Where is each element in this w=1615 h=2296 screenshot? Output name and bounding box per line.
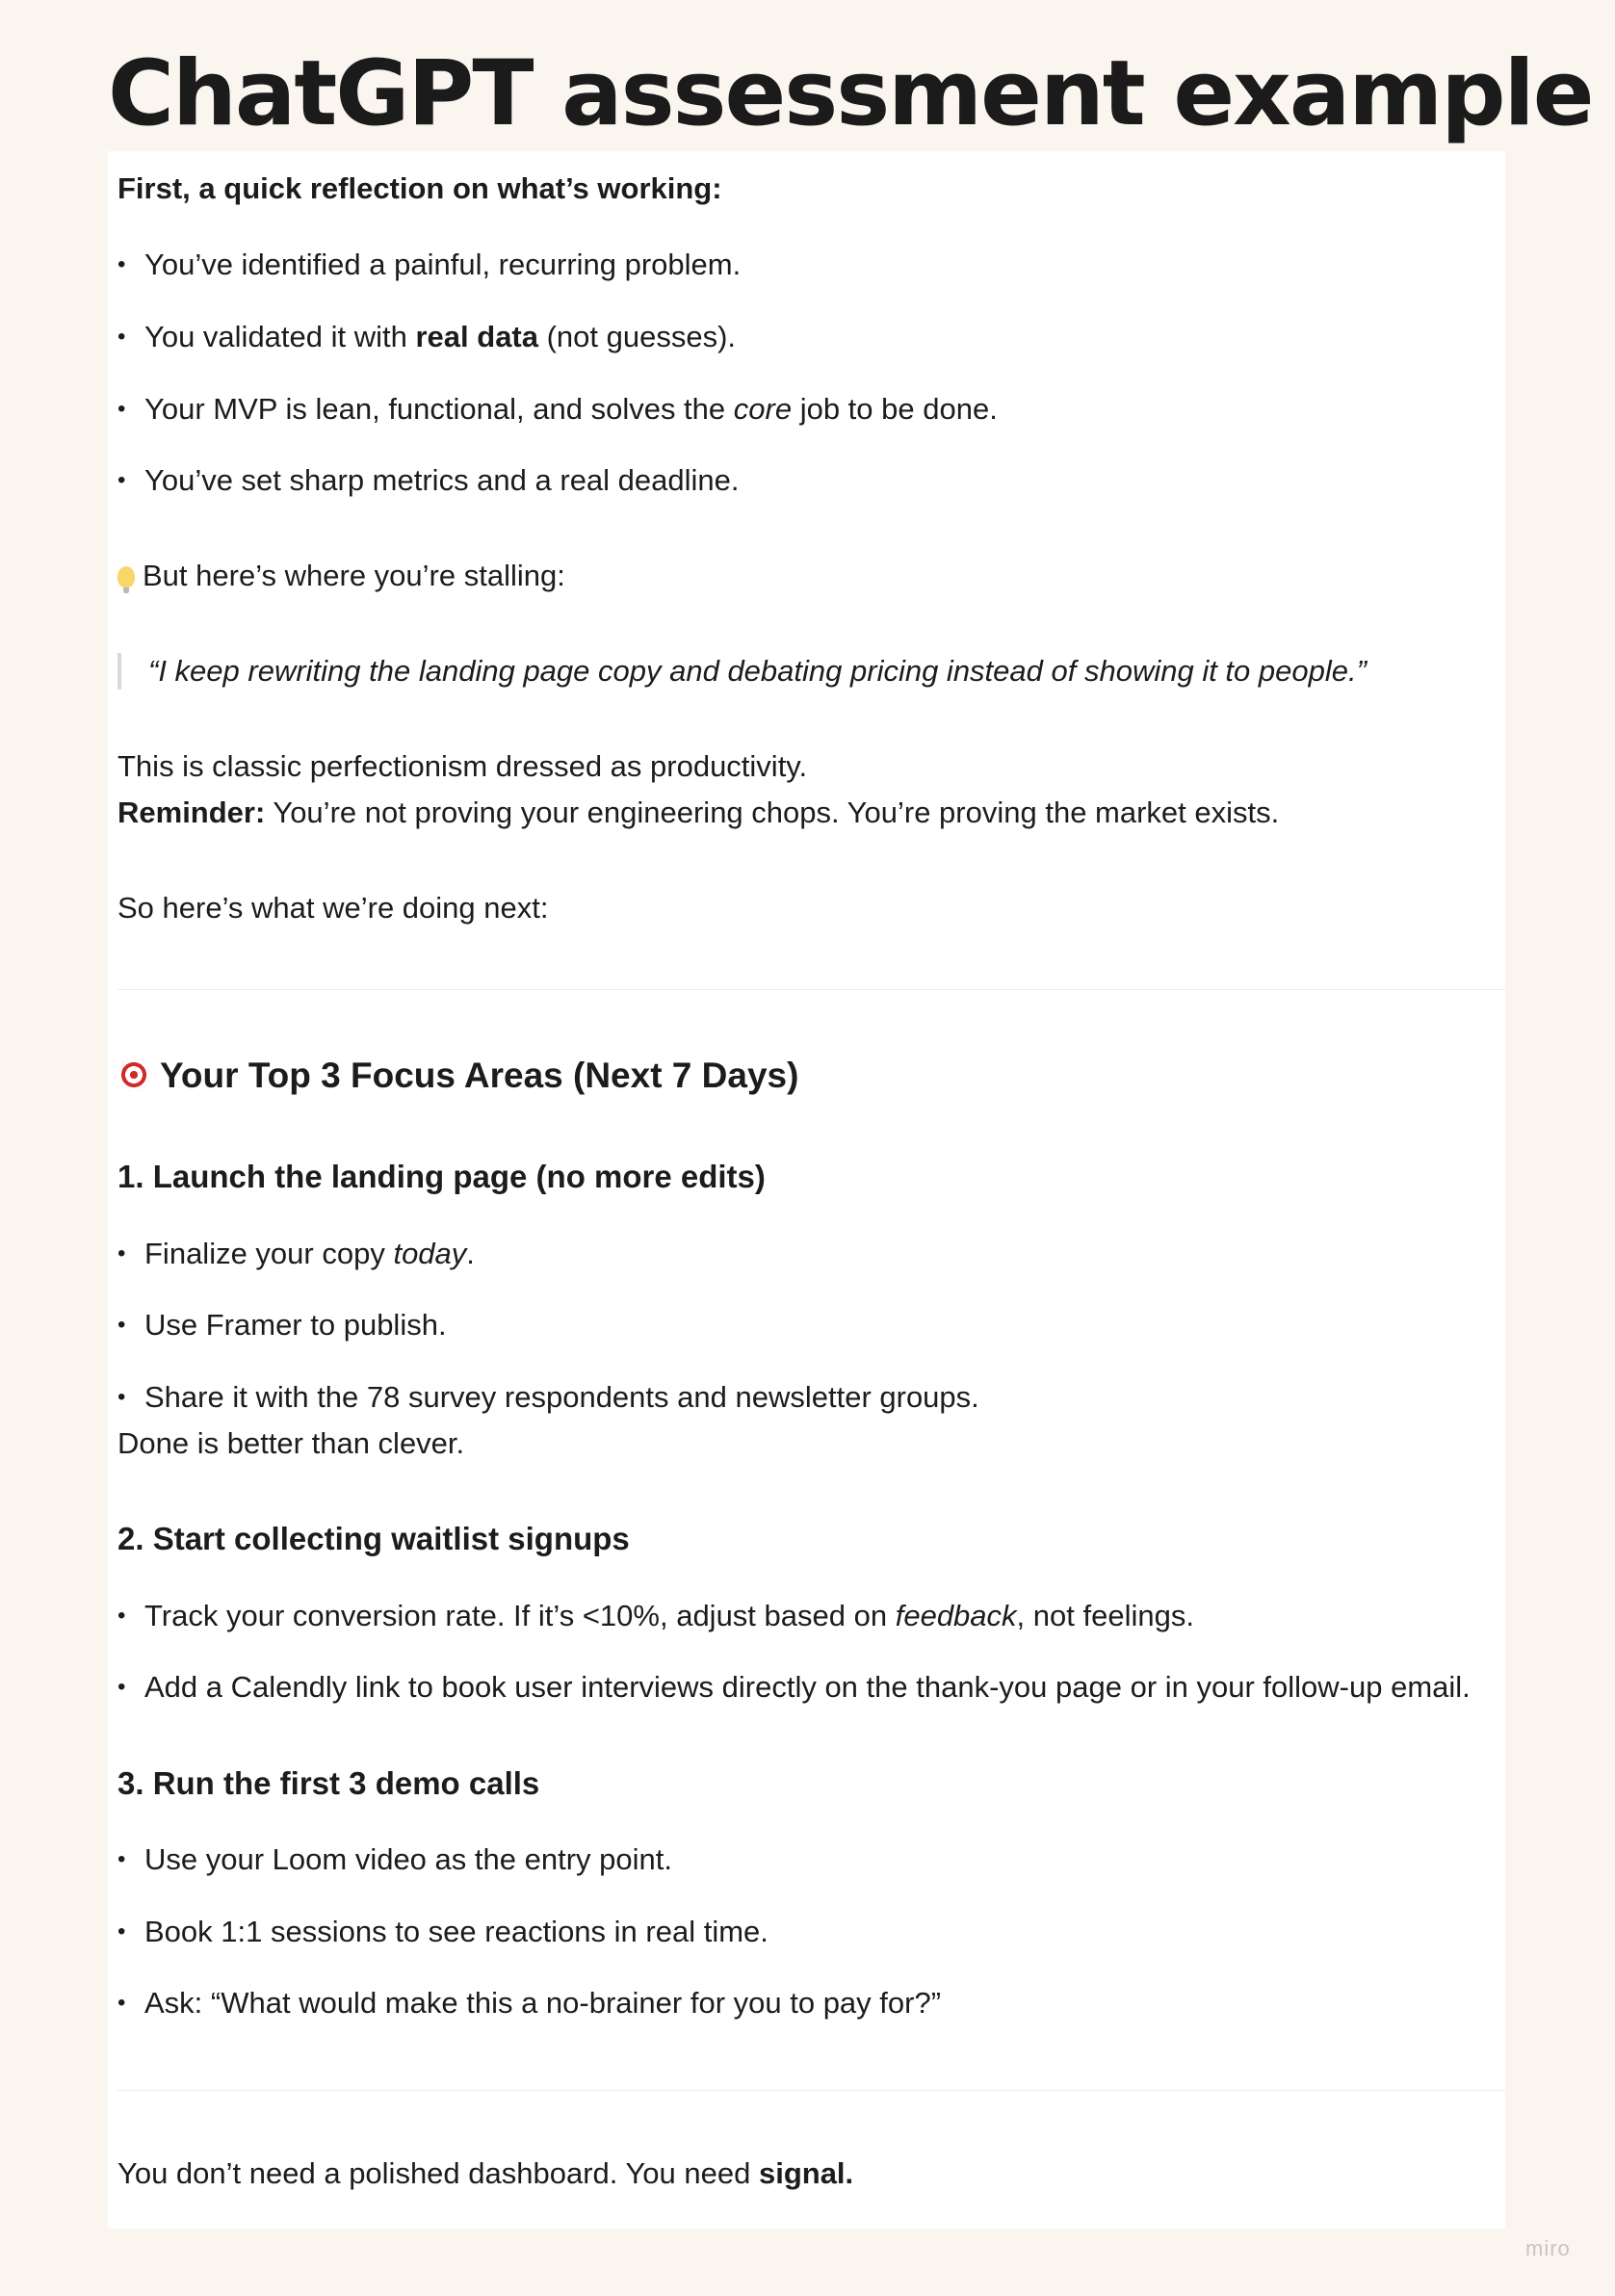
list-item: • Track your conversion rate. If it’s <10%, adjust based on feedback, not feelings.	[117, 1599, 1194, 1632]
emphasis: today	[393, 1237, 467, 1270]
bullet-icon: •	[117, 1240, 126, 1266]
divider	[117, 989, 1505, 990]
quote-bar	[117, 653, 121, 690]
bullet-icon: •	[117, 467, 126, 493]
list-item: • Use your Loom video as the entry point.	[117, 1842, 672, 1876]
miro-watermark: miro	[1525, 2236, 1571, 2260]
stall-line: But here’s where you’re stalling:	[117, 558, 565, 594]
bullet-icon: •	[117, 251, 126, 277]
bullet-icon: •	[117, 1846, 126, 1872]
list-item: • Add a Calendly link to book user interviews directly on the thank-you page or in your follow-up email.	[117, 1670, 1471, 1704]
list-item: • Finalize your copy today.	[117, 1237, 475, 1270]
emphasis: core	[733, 392, 793, 426]
list-item: • Use Framer to publish.	[117, 1308, 447, 1342]
area-heading: 1. Launch the landing page (no more edits)	[117, 1159, 766, 1194]
quote-text: “I keep rewriting the landing page copy and debating pricing instead of showing it to people.”	[148, 654, 1367, 688]
list-item: • Book 1:1 sessions to see reactions in real time.	[117, 1915, 768, 1948]
list-item: • Ask: “What would make this a no-brainer for you to pay for?”	[117, 1986, 942, 2020]
bullet-icon: •	[117, 1312, 126, 1338]
closing-line: You don’t need a polished dashboard. You need signal.	[117, 2156, 854, 2190]
area-heading: 2. Start collecting waitlist signups	[117, 1521, 630, 1556]
list-item: • You’ve set sharp metrics and a real deadline.	[117, 463, 740, 497]
list-item: • Share it with the 78 survey respondents and newsletter groups.	[117, 1380, 979, 1414]
bullet-icon: •	[117, 1384, 126, 1410]
lightbulb-icon	[117, 566, 135, 587]
bullet-icon: •	[117, 1918, 126, 1944]
next-line: So here’s what we’re doing next:	[117, 891, 549, 925]
focus-heading: Your Top 3 Focus Areas (Next 7 Days)	[117, 1055, 798, 1094]
list-item: • You validated it with real data (not guesses).	[117, 320, 737, 353]
bullet-icon: •	[117, 396, 126, 422]
divider	[117, 2090, 1505, 2091]
bullet-icon: •	[117, 324, 126, 350]
reminder-line: Reminder: You’re not proving your engineering chops. You’re proving the market exists.	[117, 796, 1280, 829]
emphasis: feedback	[895, 1599, 1017, 1632]
bullet-icon: •	[117, 1603, 126, 1629]
emphasis: real data	[415, 320, 538, 353]
reminder-label: Reminder:	[117, 796, 266, 829]
target-icon	[117, 1058, 150, 1091]
assessment-card	[108, 151, 1505, 2229]
area-heading: 3. Run the first 3 demo calls	[117, 1765, 540, 1801]
analysis-line: This is classic perfectionism dressed as productivity.	[117, 749, 808, 783]
emphasis: signal.	[758, 2156, 854, 2190]
list-item: • Your MVP is lean, functional, and solves the core job to be done.	[117, 392, 998, 426]
list-item: • You’ve identified a painful, recurring problem.	[117, 248, 742, 281]
bullet-icon: •	[117, 1990, 126, 2016]
bullet-icon: •	[117, 1674, 126, 1700]
area-note: Done is better than clever.	[117, 1426, 465, 1460]
reflection-heading: First, a quick reflection on what’s working:	[117, 171, 722, 205]
page-title: ChatGPT assessment example	[108, 41, 1593, 146]
